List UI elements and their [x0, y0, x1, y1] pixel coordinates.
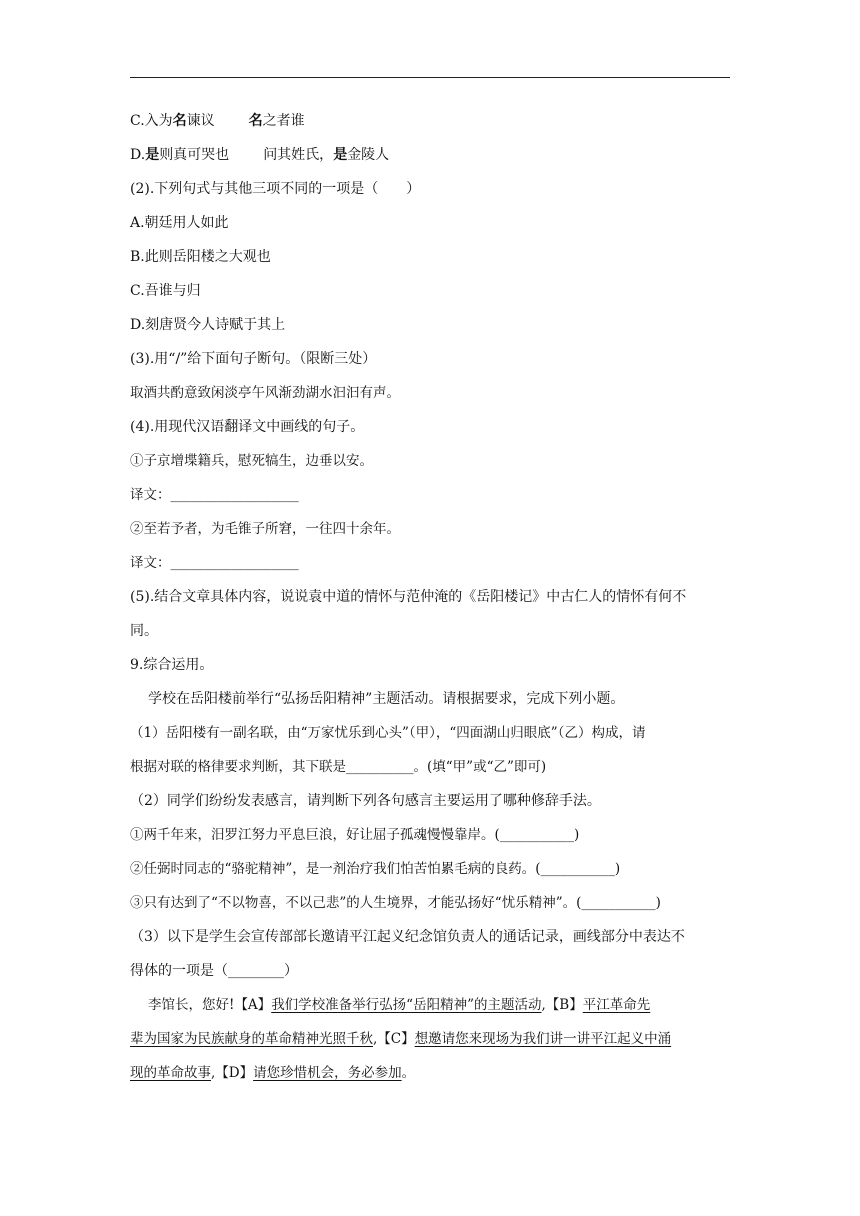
q9-part3-line2: 得体的一项是（________） [130, 963, 298, 979]
call-text-b-part2: 辈为国家为民族献身的革命精神光照千秋 [130, 1031, 373, 1047]
q9-part2-prompt: （2）同学们纷纷发表感言，请判断下列各句感言主要运用了哪种修辞手法。 [130, 793, 601, 809]
header-rule [130, 77, 730, 78]
q2-option-a: A.朝廷用人如此 [130, 215, 229, 231]
q9-part2-item1: ①两千年来，汨罗江努力平息巨浪，好让屈子孤魂慢慢靠岸。(___________) [130, 827, 580, 843]
q9-part2-item3: ③只有达到了“不以物喜，不以己悲”的人生境界，才能弘扬好“忧乐精神”。(___________) [130, 895, 661, 911]
option-c-lead: C.入为 [130, 113, 173, 129]
q2-option-c: C.吾谁与归 [130, 283, 201, 299]
q4-sentence-2: ②至若予者，为毛锥子所窘，一往四十余年。 [130, 521, 400, 537]
call-text-a: 我们学校准备举行弘扬“岳阳精神”的主题活动 [271, 997, 542, 1013]
option-c-text1: 谏议 [186, 113, 215, 129]
q2-option-d: D.刻唐贤今人诗赋于其上 [130, 317, 286, 333]
q2-option-b: B.此则岳阳楼之大观也 [130, 249, 271, 265]
q9-title: 9.综合运用。 [130, 657, 214, 673]
call-sep: , [211, 1065, 216, 1081]
option-d-lead: D. [130, 147, 146, 163]
call-text-c-part1: 想邀请您来现场为我们讲一讲平江起义中涌 [414, 1031, 672, 1047]
call-line-1 [148, 996, 650, 1014]
q9-intro: 学校在岳阳楼前举行“弘扬岳阳精神”主题活动。请根据要求，完成下列小题。 [148, 691, 625, 707]
q4-prompt: (4).用现代汉语翻译文中画线的句子。 [130, 419, 365, 435]
call-tag-b: 【B】 [545, 997, 583, 1013]
call-tag-c: 【C】 [377, 1031, 415, 1047]
call-greeting: 李馆长，您好! [148, 997, 235, 1013]
option-d-text2: 问其姓氏， [263, 147, 334, 163]
option-d-text3: 金陵人 [347, 147, 390, 163]
call-line-2 [130, 1030, 671, 1048]
option-d-text1: 则真可哭也 [159, 147, 230, 163]
q9-part2-item2: ②任弼时同志的“骆驼精神”，是一剂治疗我们怕苦怕累毛病的良药。(___________) [130, 861, 621, 877]
q4-translation-2: 译文：___________________ [130, 555, 299, 571]
q9-part1-line2: 根据对联的格律要求判断，其下联是__________。(填“甲”或“乙”即可) [130, 759, 547, 775]
q4-sentence-1: ①子京增堞籍兵，慰死犒生，边垂以安。 [130, 453, 373, 469]
option-c [130, 112, 305, 130]
call-tag-d: 【D】 [215, 1065, 254, 1081]
call-sep: , [541, 997, 546, 1013]
option-c-text2: 之者谁 [262, 113, 305, 129]
q5-line-2: 同。 [130, 623, 158, 639]
q2-prompt: (2).下列句式与其他三项不同的一项是（ ） [130, 181, 421, 197]
q4-translation-1: 译文：___________________ [130, 487, 299, 503]
q9-part1-line1: （1）岳阳楼有一副名联，由“万家忧乐到心头”（甲），“四面湖山归眼底”（乙）构成，请 [130, 725, 646, 741]
call-text-c-part2: 现的革命故事 [130, 1065, 211, 1081]
call-sep: , [373, 1031, 378, 1047]
call-text-d: 请您珍惜机会，务必参加 [253, 1065, 402, 1081]
option-d-key2: 是 [333, 147, 348, 163]
q5-line-1: (5).结合文章具体内容，说说袁中道的情怀与范仲淹的《岳阳楼记》中古仁人的情怀有何不 [130, 589, 687, 605]
option-c-key1: 名 [172, 113, 187, 129]
q9-part3-line1: （3）以下是学生会宣传部部长邀请平江起义纪念馆负责人的通话记录，画线部分中表达不 [130, 929, 685, 945]
q3-sentence: 取酒共酌意致闲淡亭午风渐劲湖水汩汩有声。 [130, 385, 400, 401]
option-d-key1: 是 [145, 147, 160, 163]
call-line-3 [130, 1064, 415, 1082]
call-end-mark: 。 [401, 1065, 416, 1081]
option-c-key2: 名 [248, 113, 263, 129]
option-d [130, 146, 389, 164]
call-tag-a: 【A】 [234, 997, 272, 1013]
call-text-b-part1: 平江革命先 [582, 997, 651, 1013]
q3-prompt: (3).用“/”给下面句子断句。（限断三处） [130, 351, 377, 367]
